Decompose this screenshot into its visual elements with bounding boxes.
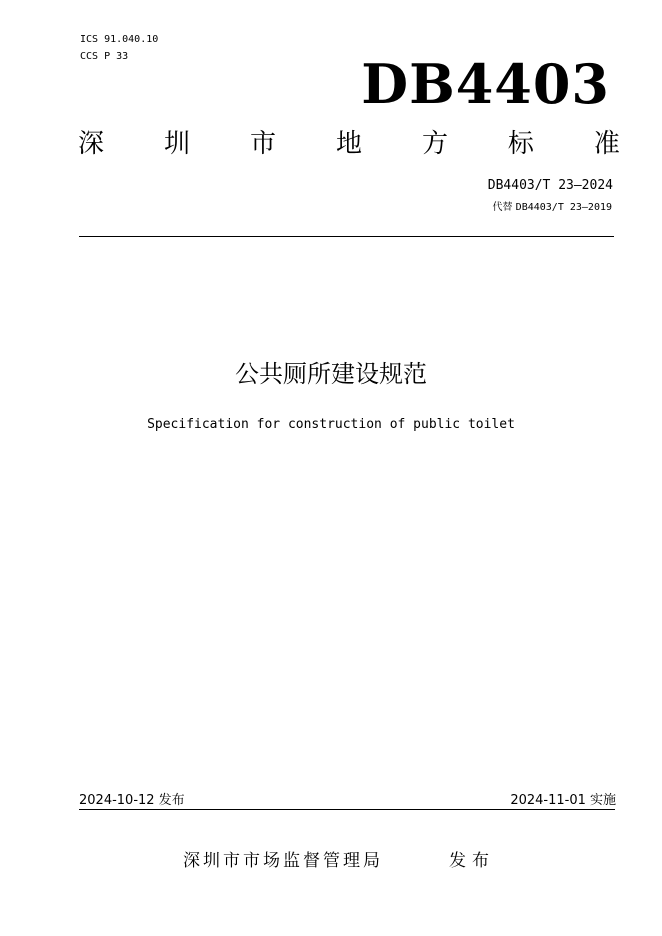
standard-type-char: 准 bbox=[593, 129, 620, 159]
document-title-chinese: 公共厕所建设规范 bbox=[235, 360, 427, 388]
issuing-authority: 深圳市市场监督管理局 bbox=[183, 851, 383, 871]
standard-type-heading bbox=[78, 128, 620, 160]
replaces-label: 代替 bbox=[492, 202, 513, 213]
standard-type-char: 市 bbox=[249, 129, 276, 159]
implementation-date: 2024-11-01 实施 bbox=[510, 793, 616, 808]
replaces-line bbox=[492, 201, 612, 214]
document-title-english: Specification for construction of public toilet bbox=[147, 417, 515, 432]
standard-type-char: 标 bbox=[507, 129, 534, 159]
standard-type-char: 圳 bbox=[163, 129, 190, 159]
standard-type-char: 地 bbox=[335, 129, 362, 159]
standard-type-char: 方 bbox=[421, 129, 448, 159]
header-divider bbox=[79, 236, 614, 237]
issue-date: 2024-10-12 发布 bbox=[79, 793, 185, 808]
standard-code-logo: DB4403 bbox=[361, 52, 610, 116]
footer-divider bbox=[79, 809, 615, 810]
publish-label: 发布 bbox=[449, 851, 495, 871]
ccs-code: CCS P 33 bbox=[80, 51, 129, 62]
ics-code: ICS 91.040.10 bbox=[80, 34, 159, 45]
replaces-code: DB4403/T 23—2019 bbox=[515, 202, 612, 213]
standard-number: DB4403/T 23—2024 bbox=[487, 178, 613, 193]
standard-type-char: 深 bbox=[78, 129, 105, 159]
